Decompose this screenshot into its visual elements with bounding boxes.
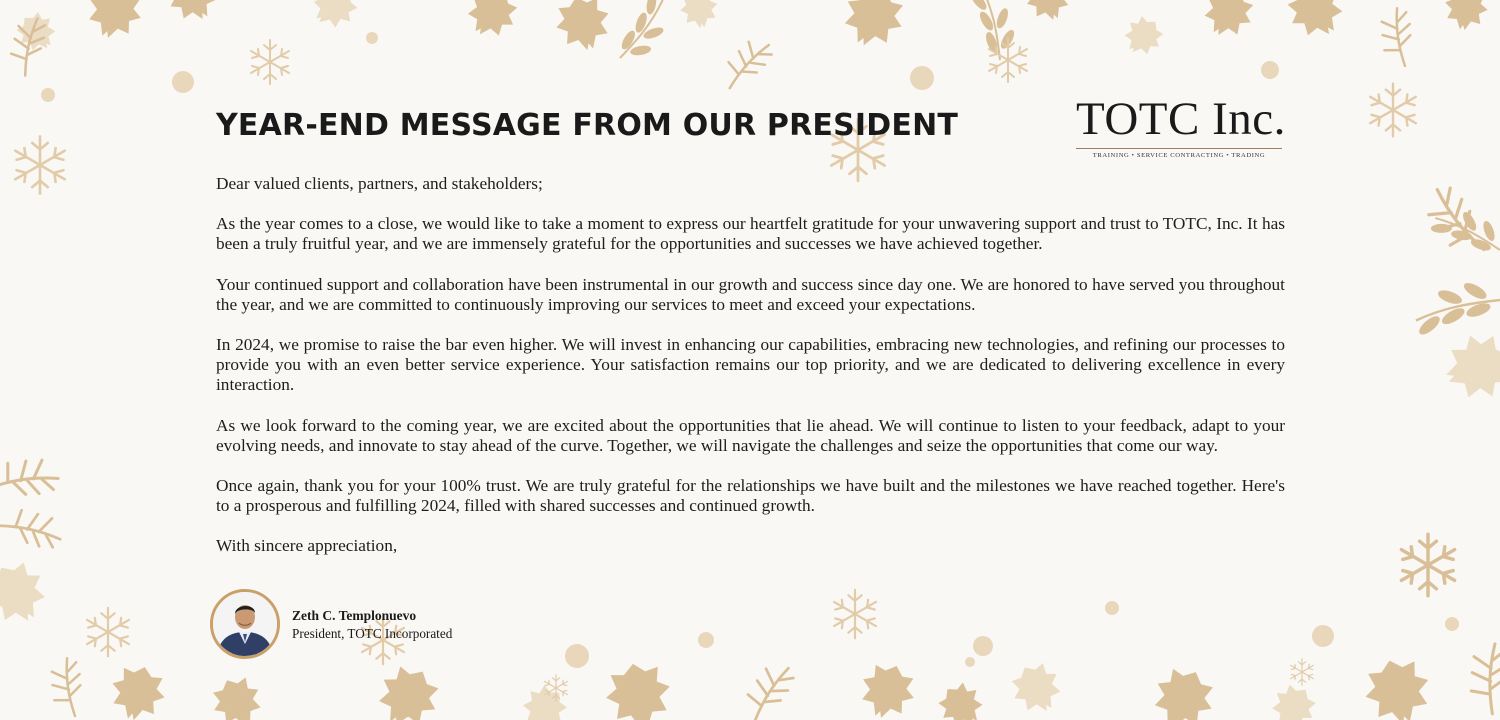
holly-leaf-icon xyxy=(853,657,922,720)
snowflake-icon xyxy=(251,40,289,84)
snowflake-icon xyxy=(1370,84,1416,137)
berry-sprig-icon xyxy=(0,505,61,556)
berry-sprig-icon xyxy=(39,655,99,720)
leaf-branch-icon xyxy=(1426,195,1500,275)
berry-sprig-icon xyxy=(1459,641,1500,717)
holly-leaf-icon xyxy=(677,0,721,31)
signatory-title: President, TOTC Incorporated xyxy=(292,626,453,641)
holly-leaf-icon xyxy=(160,0,226,30)
holly-leaf-icon xyxy=(304,0,365,37)
logo-divider xyxy=(1076,148,1282,149)
berry-sprig-icon xyxy=(743,662,794,720)
snowflake-icon xyxy=(1401,534,1454,596)
snowflake-icon xyxy=(834,590,876,638)
holly-leaf-icon xyxy=(0,553,57,634)
letter-closing: With sincere appreciation, xyxy=(216,536,398,556)
letter-paragraph: As the year comes to a close, we would like to take a moment to express our heartfelt gratitude for your unwavering support and trust to TOTC, Inc. It has been a truly fruitful year, and we are immensely grateful for the opportunities and successes we have achieved together. xyxy=(216,214,1285,254)
holly-leaf-icon xyxy=(105,660,171,720)
page-title: YEAR-END MESSAGE FROM OUR PRESIDENT xyxy=(216,108,959,143)
holly-leaf-icon xyxy=(1117,10,1170,63)
signatory-name: Zeth C. Templonuevo xyxy=(292,608,417,623)
berry-sprig-icon xyxy=(0,445,62,517)
logo-tagline: TRAINING • SERVICE CONTRACTING • TRADING xyxy=(1092,152,1266,159)
leaf-branch-icon xyxy=(603,0,679,63)
snowflake-icon xyxy=(15,136,64,193)
letter-body xyxy=(216,174,1285,577)
holly-leaf-icon xyxy=(931,675,992,720)
letter-greeting: Dear valued clients, partners, and stakeholders; xyxy=(216,174,543,193)
holly-leaf-icon xyxy=(1436,326,1500,409)
holly-leaf-icon xyxy=(1195,0,1261,46)
holly-leaf-icon xyxy=(550,0,616,56)
holly-leaf-icon xyxy=(1004,655,1070,720)
holly-leaf-icon xyxy=(1358,652,1437,720)
holly-leaf-icon xyxy=(1278,0,1353,48)
company-logo xyxy=(1076,93,1286,159)
letter-paragraph: As we look forward to the coming year, we are excited about the opportunities that lie ahead. We will continue to listen to your feedback, adapt to your evolving needs, and innovate to stay ahead of the curve. Together, we will navigate the challenges and seize the opportunities that come our way. xyxy=(216,415,1285,455)
holly-leaf-icon xyxy=(1144,660,1223,720)
leaf-branch-icon xyxy=(952,0,1025,62)
snowflake-icon xyxy=(1291,659,1314,685)
snowflake-icon xyxy=(87,608,129,656)
letter-paragraph: Once again, thank you for your 100% trust. We are truly grateful for the relationships we have built and the milestones we have reached together. Here's to a prosperous and fulfilling 2024, filled with shared successes and continued growth. xyxy=(216,476,1285,516)
logo-wordmark: TOTC Inc. xyxy=(1076,93,1286,145)
holly-leaf-icon xyxy=(1020,0,1075,26)
holly-leaf-icon xyxy=(205,670,270,720)
holly-leaf-icon xyxy=(834,0,913,56)
letter-paragraph: Your continued support and collaboration have been instrumental in our growth and success since day one. We are honored to have served you throughout the year, and we are committed to continuously improving our services to meet and exceed your expectations. xyxy=(216,274,1285,314)
holly-leaf-icon xyxy=(513,677,574,720)
berry-sprig-icon xyxy=(1369,5,1429,71)
holly-leaf-icon xyxy=(458,0,526,47)
holly-leaf-icon xyxy=(1441,0,1491,34)
holly-leaf-icon xyxy=(1263,677,1323,720)
holly-leaf-icon xyxy=(601,658,676,720)
holly-leaf-icon xyxy=(367,657,448,720)
avatar-portrait xyxy=(213,592,277,656)
holly-leaf-icon xyxy=(80,0,149,46)
avatar xyxy=(210,589,280,659)
letter-paragraph: In 2024, we promise to raise the bar even higher. We will invest in enhancing our capabilities, embracing new technologies, and refining our processes to provide you with an even better service experience. Your satisfaction remains our top priority, and we are dedicated to delivering excellence in every interaction. xyxy=(216,335,1285,395)
berry-sprig-icon xyxy=(720,34,774,98)
